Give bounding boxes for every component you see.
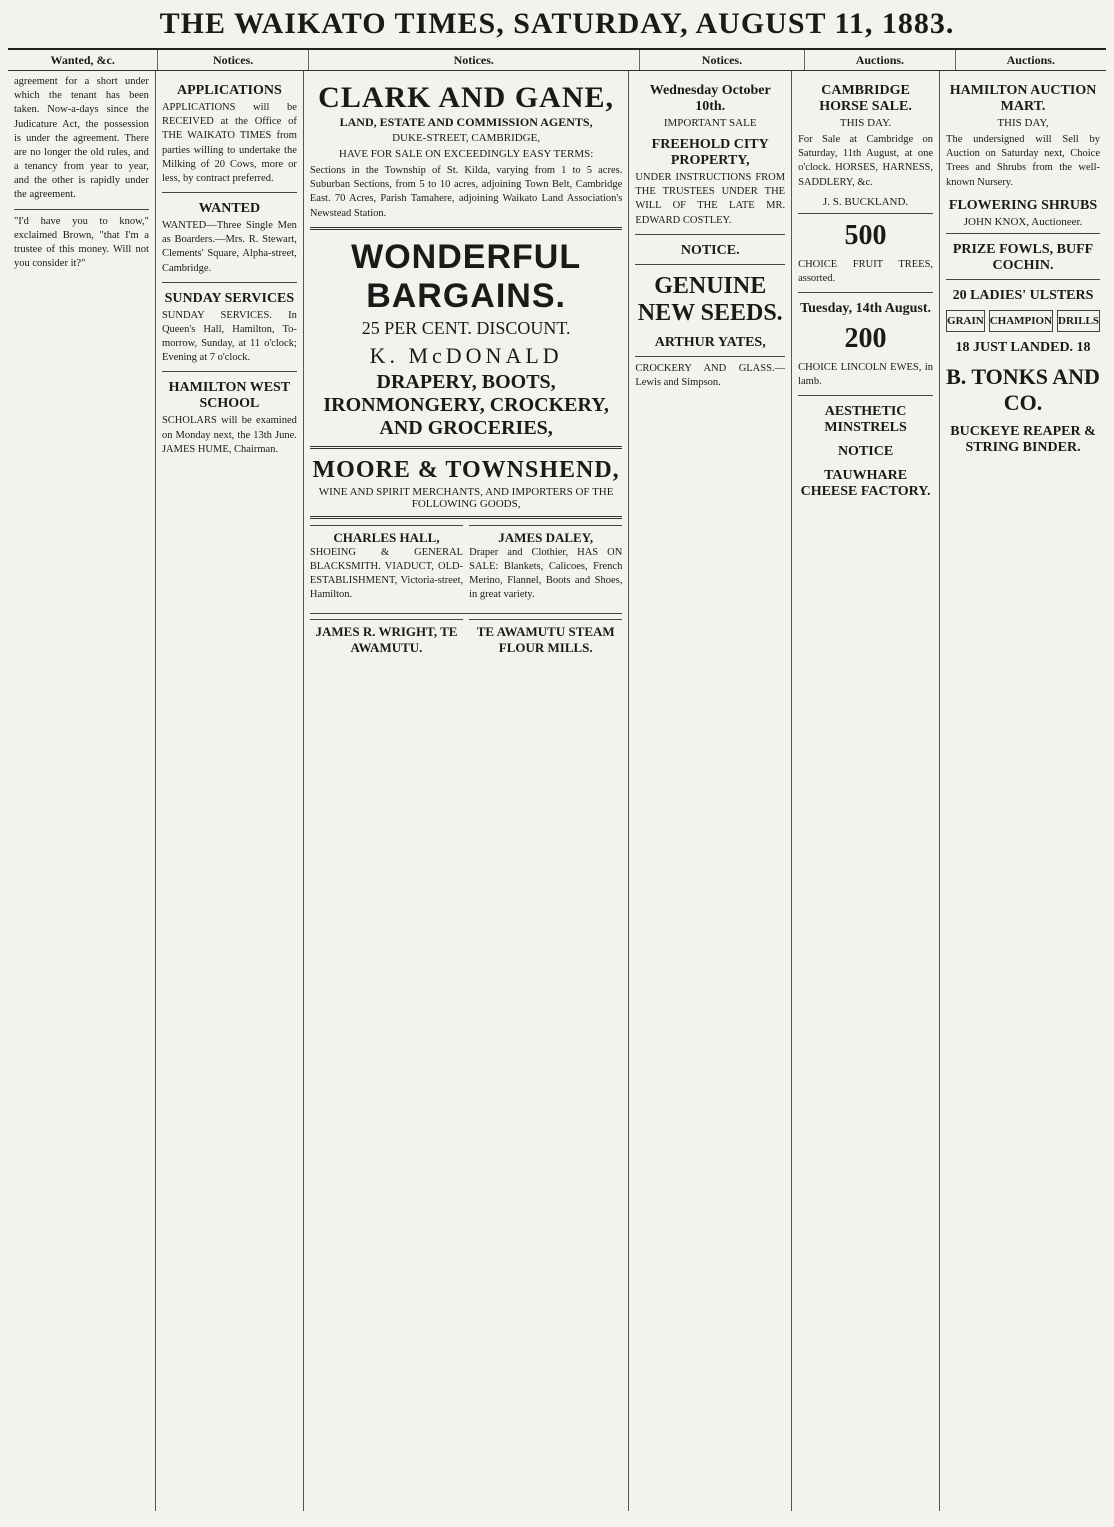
clark-gane-listing: Sections in the Township of St. Kilda, varying from 1 to 5 acres. Suburban Sections, from 5 to 10 acres, adjoining Town Belt, Cambridge East. 70 Acres, Parish Tamahere, adjoining Waikato Land Association's Newstead Station. xyxy=(309,165,623,219)
two-up-ads xyxy=(310,525,622,609)
ad-title-hamilton-west-school: HAMILTON WEST SCHOOL xyxy=(168,380,291,412)
column-heads xyxy=(8,50,1106,71)
column-2 xyxy=(156,71,304,1511)
col1-body-2: "I'd have you to know," exclaimed Brown, "that I'm a trustee of this money. Will not you consider it?" xyxy=(14,215,149,270)
james-daley-title: JAMES DALEY, xyxy=(498,529,594,545)
masthead: THE WAIKATO TIMES, SATURDAY, AUGUST 11, 1883. xyxy=(8,0,1106,50)
divider xyxy=(310,613,622,614)
column-3 xyxy=(304,71,629,1511)
sale-date: Wednesday October 10th. xyxy=(649,83,771,114)
ad-body-applications: APPLICATIONS will be RECEIVED at the Office of THE WAIKATO TIMES from parties willing to undertake the Milking of 20 Cows, more or less, by contract preferred. xyxy=(161,102,297,184)
notice-heading: NOTICE. xyxy=(680,242,740,258)
minstrels-heading: AESTHETIC MINSTRELS xyxy=(824,404,907,436)
col-head-2: Notices. xyxy=(158,50,308,70)
ad-body-sunday-services: SUNDAY SERVICES. In Queen's Hall, Hamilton, To-morrow, Sunday, at 11 o'clock; Evening at 7 o'clock. xyxy=(161,309,297,364)
wright-ad xyxy=(310,619,463,656)
ewes-body: CHOICE LINCOLN EWES, in lamb. xyxy=(798,362,934,388)
divider xyxy=(310,446,622,449)
goods-list-heading: DRAPERY, BOOTS, IRONMONGERY, CROCKERY, AND GROCERIES, xyxy=(323,370,609,439)
divider xyxy=(635,356,785,357)
notice-heading: NOTICE xyxy=(837,444,894,460)
moore-townshend-heading: MOORE & TOWNSHEND, xyxy=(312,456,620,483)
tonks-heading: B. TONKS AND CO. xyxy=(946,363,1100,415)
col-head-3: Notices. xyxy=(309,50,640,70)
freehold-heading: FREEHOLD CITY PROPERTY, xyxy=(651,137,769,168)
tuesday-sale: Tuesday, 14th August. xyxy=(800,301,932,317)
discount-line: 25 PER CENT. DISCOUNT. xyxy=(361,317,571,338)
ladies-ulsters: 20 LADIES' ULSTERS xyxy=(952,287,1094,303)
auctioneer: JOHN KNOX, Auctioneer. xyxy=(963,215,1083,228)
flour-mill-ad xyxy=(469,619,622,656)
ad-title-wanted: WANTED xyxy=(198,201,261,217)
ad-title-applications: APPLICATIONS xyxy=(177,83,282,98)
ad-body-wanted: WANTED—Three Single Men as Boarders.—Mrs. R. Stewart, Clements' Square, Alpha-street, Cambridge. xyxy=(161,220,297,274)
james-daley-body: Draper and Clothier, HAS ON SALE: Blankets, Calicoes, French Merino, Flannel, Boots and Shoes, in great variety. xyxy=(469,546,623,601)
cambridge-horse-sale: CAMBRIDGE HORSE SALE. xyxy=(819,83,912,114)
divider xyxy=(635,264,785,265)
grain-label: GRAIN xyxy=(946,310,985,332)
this-day: THIS DAY, xyxy=(997,117,1049,129)
cheese-factory-heading: TAUWHARE CHEESE FACTORY. xyxy=(800,468,931,500)
divider xyxy=(635,234,785,235)
flour-mill-title: TE AWAMUTU STEAM FLOUR MILLS. xyxy=(476,624,615,656)
column-5 xyxy=(792,71,940,1511)
genuine-seeds-heading: GENUINE NEW SEEDS. xyxy=(637,272,783,326)
divider xyxy=(946,279,1100,280)
column-4 xyxy=(629,71,792,1511)
col-head-6: Auctions. xyxy=(1006,53,1055,67)
champion-label: CHAMPION xyxy=(989,310,1053,332)
grain-drills-graphic xyxy=(946,310,1100,332)
divider xyxy=(162,371,297,372)
clark-gane-subtitle: LAND, ESTATE AND COMMISSION AGENTS, xyxy=(339,115,593,129)
james-daley-ad xyxy=(469,525,622,609)
fruit-trees-body: CHOICE FRUIT TREES, assorted. xyxy=(798,258,934,284)
divider xyxy=(310,227,622,230)
ad-body-hamilton-west-school: SCHOLARS will be examined on Monday next, the 13th June. JAMES HUME, Chairman. xyxy=(161,415,297,455)
col1-body-1: agreement for a short under which the tenant has been taken. Now-a-days since the Judicature Act, the possession is under the agreement. There are no longer the old rules, and a tenancy from year to year, and the other is rapidly under the agreement. xyxy=(14,76,149,201)
ad-title-sunday-services: SUNDAY SERVICES xyxy=(164,290,295,306)
divider xyxy=(946,233,1100,234)
two-hundred: 200 xyxy=(844,323,887,355)
five-hundred: 500 xyxy=(844,219,887,251)
horse-sale-body: For Sale at Cambridge on Saturday, 11th August, at one o'clock. HORSES, HARNESS, SADDLERY, &c. xyxy=(798,134,934,188)
arthur-yates: ARTHUR YATES, xyxy=(654,334,766,350)
wonderful-bargains-heading: WONDERFUL BARGAINS. xyxy=(351,237,582,315)
two-up-ads-lower xyxy=(310,619,622,656)
divider xyxy=(310,516,622,519)
mcdonald-name: K. McDONALD xyxy=(369,342,563,368)
divider xyxy=(14,209,149,210)
freehold-body: UNDER INSTRUCTIONS FROM THE TRUSTEES UNDER THE WILL OF THE LATE MR. EDWARD COSTLEY. xyxy=(635,172,786,226)
just-landed: 18 JUST LANDED. 18 xyxy=(955,339,1091,355)
crockery-ad: CROCKERY AND GLASS.—Lewis and Simpson. xyxy=(635,362,786,388)
divider xyxy=(162,282,297,283)
moore-townshend-subtitle: WINE AND SPIRIT MERCHANTS, AND IMPORTERS OF THE FOLLOWING GOODS, xyxy=(318,485,614,510)
charles-hall-body: SHOEING & GENERAL BLACKSMITH. VIADUCT, OLD-ESTABLISHMENT, Victoria-street, Hamilton. xyxy=(309,546,464,601)
important-sale: IMPORTANT SALE xyxy=(663,117,757,129)
auction-body: The undersigned will Sell by Auction on Saturday next, Choice Trees and Shrubs from the well-known Nursery. xyxy=(946,134,1100,188)
divider xyxy=(162,192,297,193)
divider xyxy=(798,213,933,214)
flowering-shrubs: FLOWERING SHRUBS xyxy=(948,197,1098,213)
columns-grid xyxy=(8,71,1106,1511)
clark-gane-banner: CLARK AND GANE, xyxy=(318,81,615,114)
prize-fowls: PRIZE FOWLS, BUFF COCHIN. xyxy=(952,241,1094,273)
col-head-1: Wanted, &c. xyxy=(8,50,158,70)
divider xyxy=(798,292,933,293)
charles-hall-title: CHARLES HALL, xyxy=(333,529,440,545)
col-head-5: Auctions. xyxy=(805,50,955,70)
wright-title: JAMES R. WRIGHT, TE AWAMUTU. xyxy=(315,624,458,656)
charles-hall-ad xyxy=(310,525,463,609)
drills-label: DRILLS xyxy=(1057,310,1100,332)
divider xyxy=(798,395,933,396)
clark-gane-tagline: HAVE FOR SALE ON EXCEEDINGLY EASY TERMS: xyxy=(338,148,594,160)
hamilton-auction-mart: HAMILTON AUCTION MART. xyxy=(949,83,1097,114)
this-day: THIS DAY. xyxy=(839,117,892,129)
column-1 xyxy=(8,71,156,1511)
buckeye-heading: BUCKEYE REAPER & STRING BINDER. xyxy=(950,423,1096,455)
column-6 xyxy=(940,71,1106,1511)
auctioneer: J. S. BUCKLAND. xyxy=(822,195,909,208)
col-head-4: Notices. xyxy=(640,50,805,70)
clark-gane-address: DUKE-STREET, CAMBRIDGE, xyxy=(392,132,541,144)
